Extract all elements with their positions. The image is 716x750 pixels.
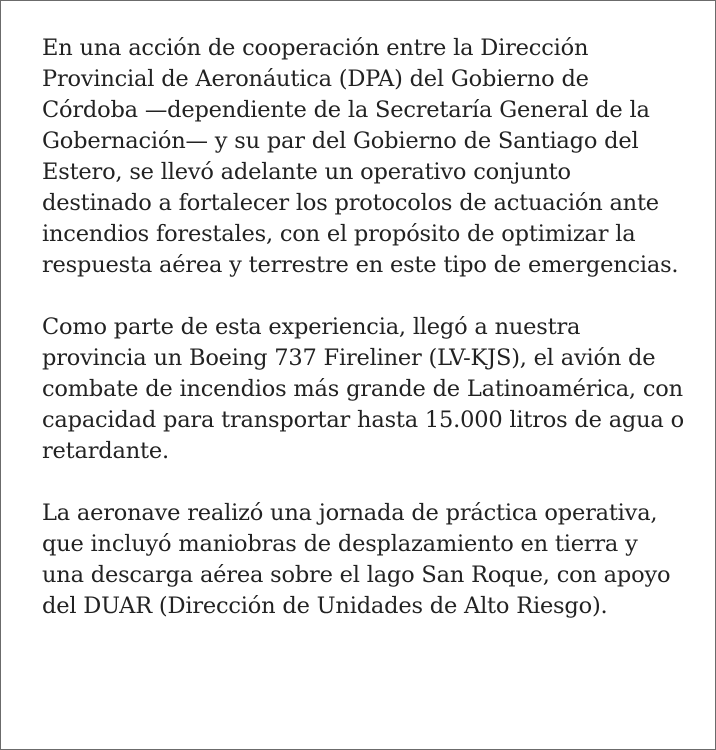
paragraph-3: [42, 498, 714, 622]
text-line: En una acción de cooperación entre la Dirección: [42, 35, 589, 61]
article-body: [42, 33, 714, 622]
text-line: Córdoba —dependiente de la Secretaría General de la: [42, 97, 650, 123]
text-line: retardante.: [42, 438, 169, 464]
text-line: La aeronave realizó una jornada de práctica operativa,: [42, 500, 658, 526]
text-line: respuesta aérea y terrestre en este tipo de emergencias.: [42, 252, 679, 278]
text-line: destinado a fortalecer los protocolos de actuación ante: [42, 190, 659, 216]
text-line: capacidad para transportar hasta 15.000 litros de agua o: [42, 407, 684, 433]
text-line: Gobernación— y su par del Gobierno de Santiago del: [42, 128, 639, 154]
text-line: Estero, se llevó adelante un operativo conjunto: [42, 159, 571, 185]
paragraph-1: [42, 33, 714, 281]
paragraph-2: [42, 312, 714, 467]
text-line: incendios forestales, con el propósito de optimizar la: [42, 221, 636, 247]
text-line: del DUAR (Dirección de Unidades de Alto Riesgo).: [42, 593, 608, 619]
text-line: que incluyó maniobras de desplazamiento en tierra y: [42, 531, 638, 557]
text-line: provincia un Boeing 737 Fireliner (LV-KJS), el avión de: [42, 345, 656, 371]
text-line: Provincial de Aeronáutica (DPA) del Gobierno de: [42, 66, 589, 92]
text-line: una descarga aérea sobre el lago San Roque, con apoyo: [42, 562, 671, 588]
text-line: combate de incendios más grande de Latinoamérica, con: [42, 376, 683, 402]
text-line: Como parte de esta experiencia, llegó a nuestra: [42, 314, 581, 340]
